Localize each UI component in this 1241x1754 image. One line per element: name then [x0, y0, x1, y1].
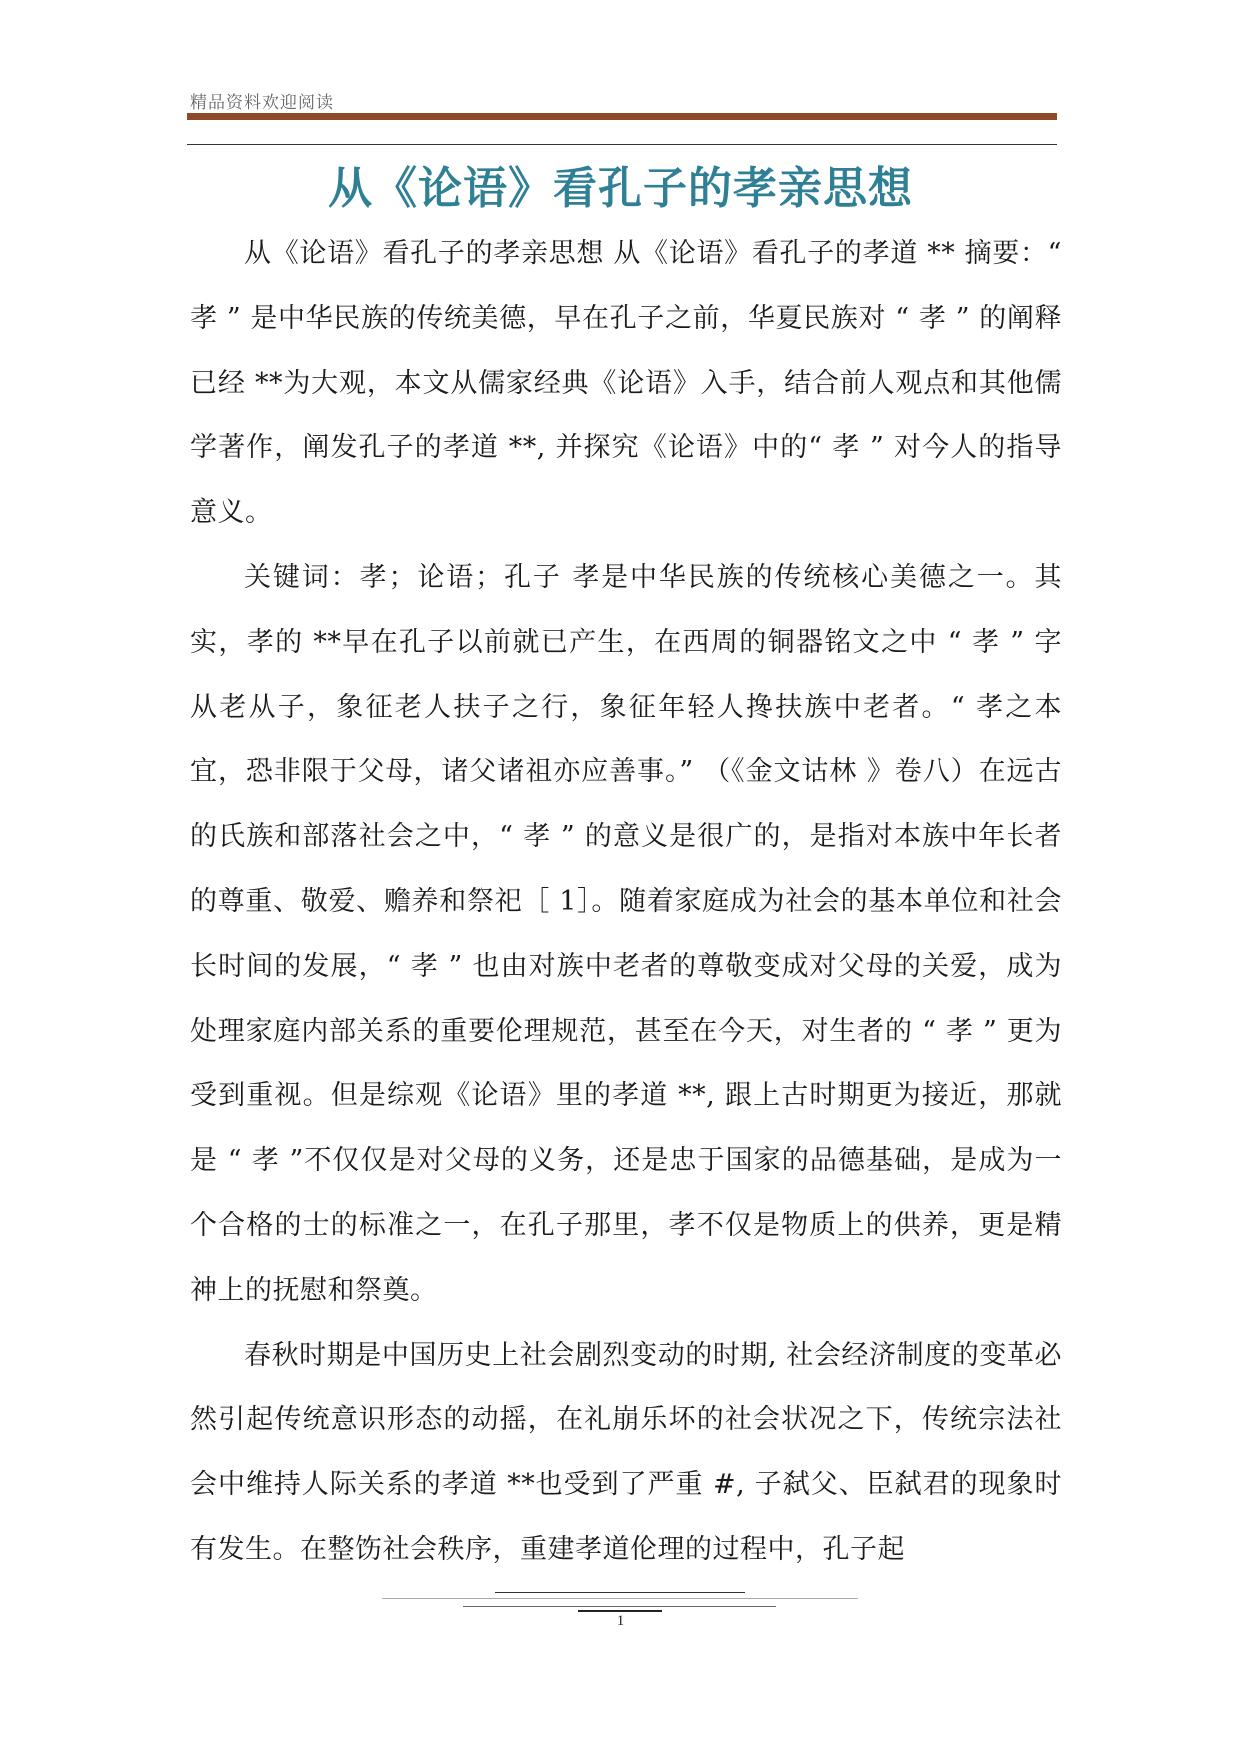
header-rule-thin: [187, 144, 1057, 145]
page-number: 1: [616, 1613, 625, 1629]
paragraph-keywords: 关键词：孝；论语；孔子 孝是中华民族的传统核心美德之一。其实，孝的 **早在孔子以前就已产生，在西周的铜器铭文之中 “ 孝 ” 字从老从子，象征老人扶子之行，象征年轻人搀扶族中老者。“ 孝之本宜，恐非限于父母，诸父诸祖亦应善事。” （《金文诂林 》卷八）在远古的氏族和部落社会之中，“ 孝 ” 的意义是很广的，是指对本族中年长者的尊重、敬爱、赡养和祭祀［ 1］。随着家庭成为社会的基本单位和社会长时间的发展，“ 孝 ” 也由对族中老者的尊敬变成对父母的关爱，成为处理家庭内部关系的重要伦理规范，甚至在今天，对生者的 “ 孝 ” 更为受到重视。但是综观《论语》里的孝道 **, 跟上古时期更为接近，那就是 “ 孝 ”不仅仅是对父母的义务，还是忠于国家的品德基础，是成为一个合格的士的标准之一，在孔子那里，孝不仅是物质上的供养，更是精神上的抚慰和祭奠。: [190, 561, 1062, 1306]
footer-rule: [382, 1598, 858, 1599]
document-title: 从《论语》看孔子的孝亲思想: [328, 163, 913, 214]
header-rule-thick: [187, 113, 1057, 120]
footer-rule: [495, 1592, 745, 1593]
running-header: 精品资料欢迎阅读: [190, 93, 334, 113]
paragraph-abstract: 从《论语》看孔子的孝亲思想 从《论语》看孔子的孝道 ** 摘要：“ 孝 ” 是中华民族的传统美德，早在孔子之前，华夏民族对 “ 孝 ” 的阐释已经 **为大观，本文从儒家经典《论语》入手，结合前人观点和其他儒学著作，阐发孔子的孝道 **, 并探究《论语》中的“ 孝 ” 对今人的指导意义。: [190, 238, 1062, 529]
footer-rule: [463, 1606, 776, 1607]
document-body: [190, 222, 1062, 1583]
footer-rule: [578, 1610, 662, 1612]
paragraph-spring-autumn: 春秋时期是中国历史上社会剧烈变动的时期, 社会经济制度的变革必然引起传统意识形态的动摇，在礼崩乐坏的社会状况之下，传统宗法社会中维持人际关系的孝道 **也受到了严重 #, 子弑父、臣弑君的现象时有发生。在整饬社会秩序，重建孝道伦理的过程中，孔子起: [190, 1339, 1062, 1565]
